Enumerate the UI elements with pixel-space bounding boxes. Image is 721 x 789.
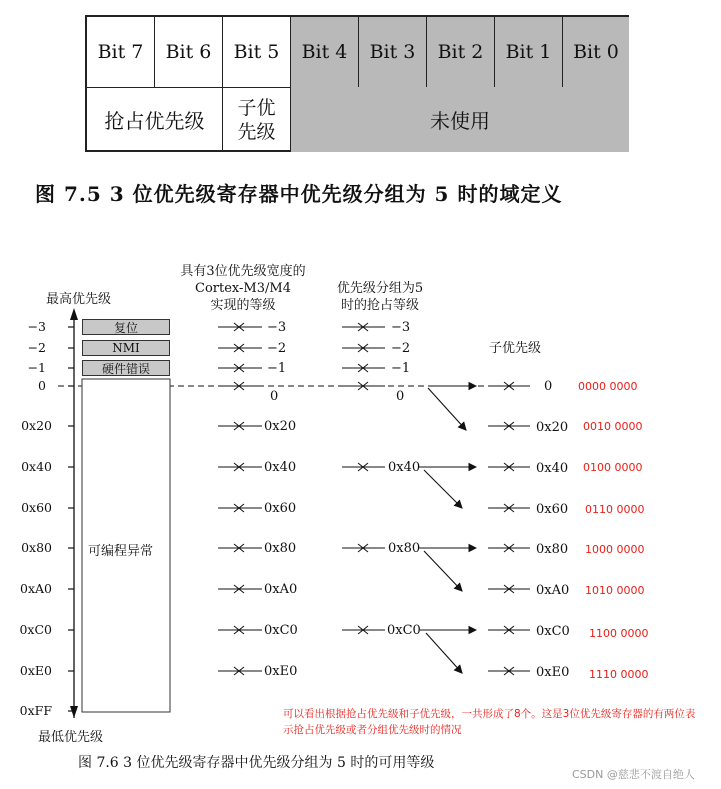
y-label: 0xC0 [19,622,52,637]
col2-header [320,280,440,314]
col1-level: −3 [267,320,287,335]
bit-cell-4: Bit 4 [291,17,359,87]
col1-level: 0x60 [264,501,297,516]
col3-level: 0x80 [536,542,569,557]
bit-cell-1: Bit 1 [495,17,563,87]
col1-level: 0x20 [264,419,297,434]
col3-level: 0x40 [536,461,569,476]
col1-header [168,263,318,314]
preempt-field: 抢占优先级 [87,87,223,152]
col2-level: 0x40 [388,460,421,475]
col3-level: 0xE0 [536,665,570,680]
y-label: 0xA0 [20,581,52,596]
col1-level: 0 [270,389,279,404]
binary-value: 0000 0000 [578,380,638,393]
figure-caption-7-5: 图 7.5 3 位优先级寄存器中优先级分组为 5 时的域定义 [35,182,563,206]
y-label: −2 [27,340,46,355]
bit-cell-2: Bit 2 [427,17,495,87]
hardfault-box: 硬件错误 [82,360,170,376]
col1-header-line: 具有3位优先级宽度的 [180,264,306,279]
annotation-note: 可以看出根据抢占优先级和子优先级，一共形成了8个。这是3位优先级寄存器的有两位表示抢占优先级或者分组优先级时的情况 [283,708,696,736]
unused-field: 未使用 [291,87,629,152]
figure-caption-7-6: 图 7.6 3 位优先级寄存器中优先级分组为 5 时的可用等级 [78,755,435,771]
col3-level: 0xA0 [536,583,570,598]
col2-markers [342,323,385,634]
y-label: 0 [38,378,46,393]
lowest-priority-label: 最低优先级 [38,730,104,745]
y-label: −1 [27,360,46,375]
y-label: 0xE0 [19,663,52,678]
col3-level: 0xC0 [536,624,570,639]
col1-level: −2 [267,341,287,356]
binary-value: 0010 0000 [583,420,643,433]
nmi-box: NMI [82,340,170,356]
sub-label-line2: 先级 [237,120,276,143]
col2-header-line: 优先级分组为5 [336,281,424,296]
y-label: 0x40 [21,459,52,474]
bit-cell-3: Bit 3 [359,17,427,87]
axis-ticks [68,327,74,711]
y-label: 0x80 [21,540,52,555]
highest-priority-label: 最高优先级 [46,292,112,307]
watermark: CSDN @慈悲不渡自绝人 [572,768,695,781]
bit-cell-5: Bit 5 [223,17,291,87]
col2-level: −3 [391,320,411,335]
binary-value: 1110 0000 [589,668,649,681]
binary-value: 1010 0000 [585,584,645,597]
y-label: 0xFF [19,703,52,718]
y-label: 0x60 [21,500,52,515]
col1-level: −1 [267,361,287,376]
col1-level: 0xA0 [264,582,298,597]
col1-level: 0xE0 [264,664,298,679]
sub-label-line1: 子优 [237,96,276,119]
col3-level: 0 [544,379,553,394]
bit-cell-6: Bit 6 [155,17,223,87]
y-label: −3 [27,319,46,334]
binary-value: 1100 0000 [589,627,649,640]
col3-markers [488,382,530,675]
col1-level: 0x80 [264,541,297,556]
programmable-label: 可编程异常 [88,544,154,559]
col2-level: −2 [391,341,411,356]
col3-header: 子优先级 [488,341,541,356]
axis-arrow-down [70,706,78,718]
col1-level: 0xC0 [264,623,298,638]
col3-level: 0x20 [536,420,569,435]
col2-header-line: 时的抢占等级 [340,298,419,313]
col3-level: 0x60 [536,502,569,517]
col2-level: 0x80 [388,541,421,556]
reset-box: 复位 [82,319,170,335]
binary-value: 1000 0000 [585,543,645,556]
axis-arrow-up [70,308,78,320]
group-arrows [418,386,476,673]
col2-level: 0 [396,389,405,404]
col2-level: 0xC0 [387,623,421,638]
col1-level: 0x40 [264,460,297,475]
binary-value: 0100 0000 [583,461,643,474]
y-label: 0x20 [21,418,52,433]
bit-cell-7: Bit 7 [87,17,155,87]
col2-level: −1 [391,361,411,376]
bit-cell-0: Bit 0 [563,17,629,87]
col1-header-line: Cortex-M3/M4 [195,281,291,296]
col1-header-line: 实现的等级 [210,298,276,313]
col1-markers [218,323,262,675]
binary-value: 0110 0000 [585,503,645,516]
